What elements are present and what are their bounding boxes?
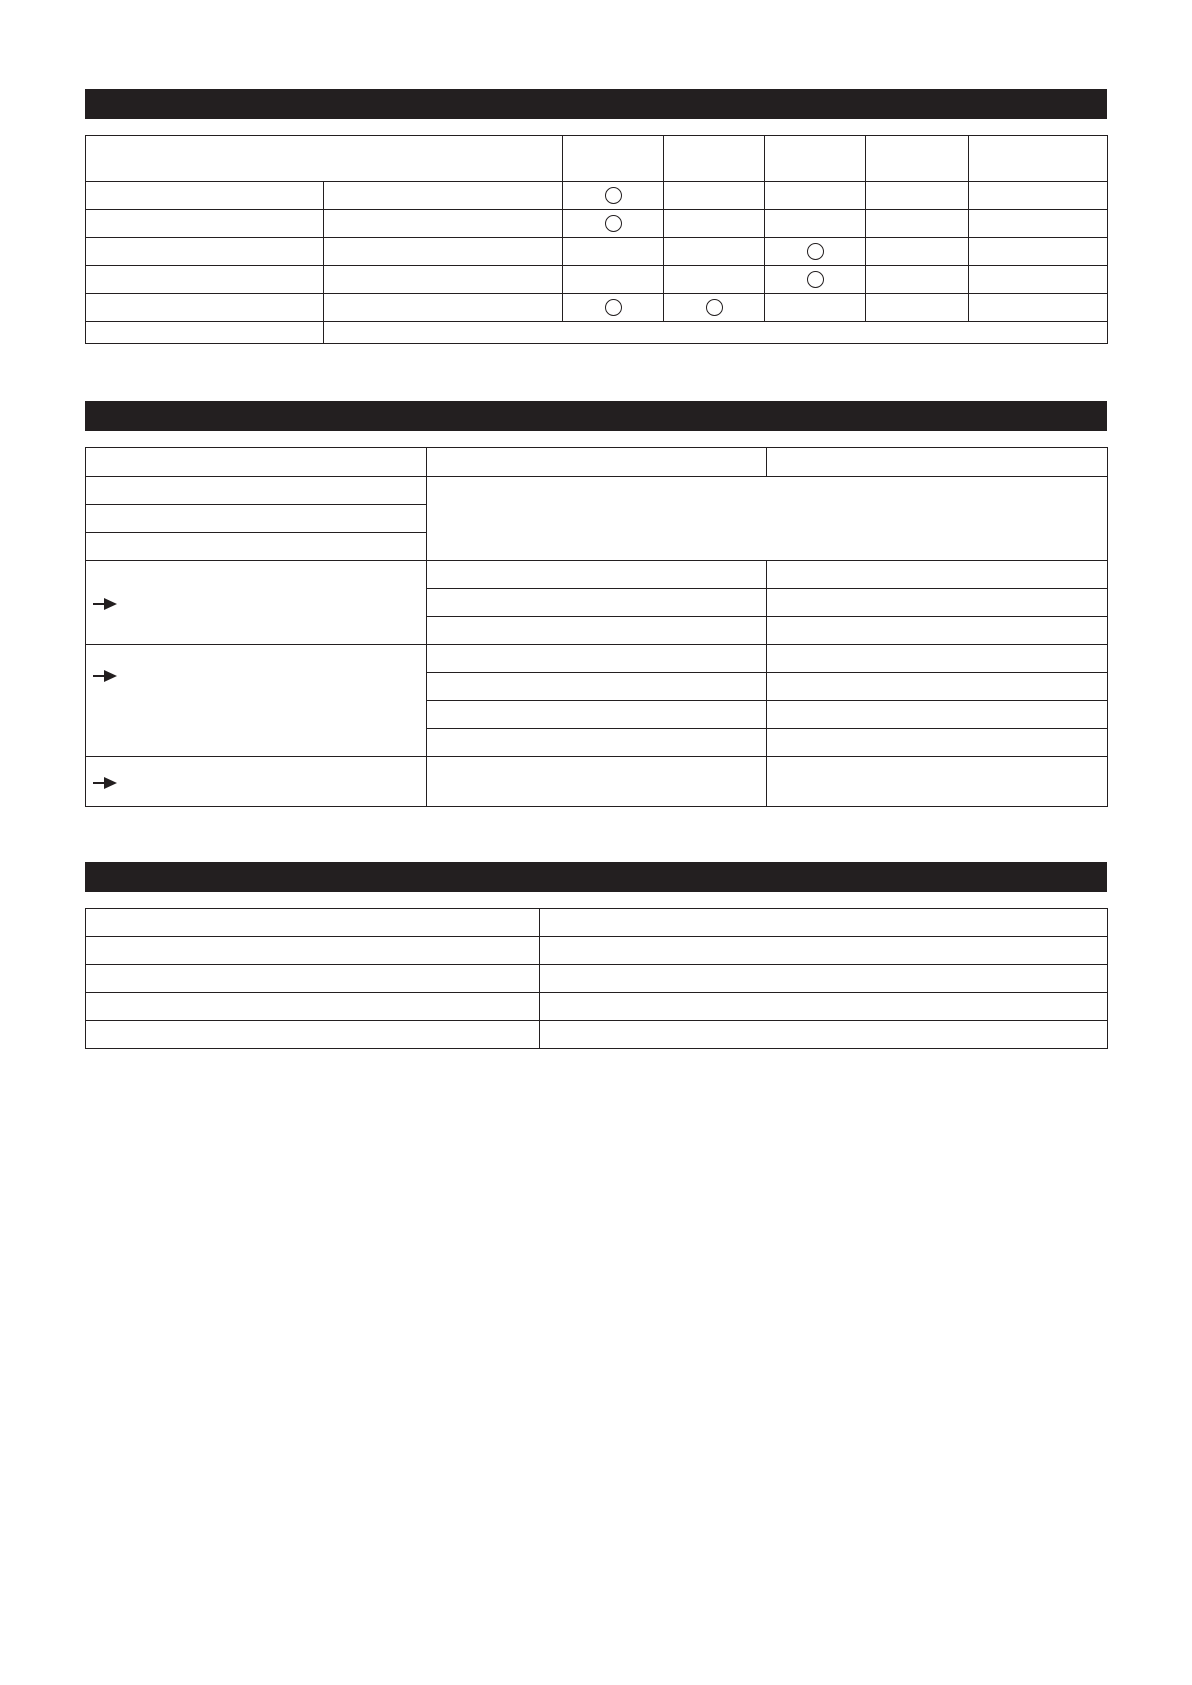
circle-mark-icon <box>605 215 622 232</box>
mark-cell <box>969 294 1108 322</box>
table-row <box>86 937 1108 965</box>
circle-mark-icon <box>605 299 622 316</box>
mark-cell <box>969 266 1108 294</box>
group-label-cell <box>86 561 427 645</box>
table-row <box>86 645 1108 673</box>
mark-cell <box>563 182 664 210</box>
mark-cell <box>969 210 1108 238</box>
table-row <box>86 1021 1108 1049</box>
mark-cell <box>664 294 765 322</box>
mark-cell <box>664 210 765 238</box>
value-cell <box>427 589 767 617</box>
row-label-cell <box>86 210 324 238</box>
right-arrow-icon <box>92 598 118 610</box>
group-label-cell <box>86 645 427 757</box>
header-cell <box>427 448 767 477</box>
header-cell <box>767 448 1108 477</box>
summary-table <box>85 908 1108 1049</box>
header-cell <box>765 136 866 182</box>
mark-cell <box>765 266 866 294</box>
table-row <box>86 477 1108 505</box>
table-row <box>86 294 1108 322</box>
section-1-header-bar <box>85 89 1107 119</box>
mark-cell <box>866 210 969 238</box>
mark-cell <box>563 266 664 294</box>
compatibility-table <box>85 135 1108 344</box>
row-label-cell <box>86 294 324 322</box>
table-row <box>86 238 1108 266</box>
table-footer-row <box>86 322 1108 344</box>
row-label-cell <box>86 266 324 294</box>
row-label-cell <box>86 182 324 210</box>
value-cell <box>427 645 767 673</box>
value-cell <box>767 617 1108 645</box>
table-row <box>86 757 1108 807</box>
mark-cell <box>563 294 664 322</box>
header-cell <box>563 136 664 182</box>
mark-cell <box>664 238 765 266</box>
circle-mark-icon <box>807 243 824 260</box>
section-3-title <box>85 868 95 885</box>
row-sublabel-cell <box>324 294 563 322</box>
value-cell <box>540 965 1108 993</box>
mark-cell <box>866 266 969 294</box>
value-cell <box>767 589 1108 617</box>
value-cell <box>427 757 767 807</box>
value-cell <box>427 561 767 589</box>
header-cell <box>866 136 969 182</box>
section-2-header-bar <box>85 401 1107 431</box>
label-cell <box>86 993 540 1021</box>
value-cell <box>767 757 1108 807</box>
value-cell <box>767 645 1108 673</box>
mark-cell <box>866 182 969 210</box>
label-cell <box>86 937 540 965</box>
table-row <box>86 909 1108 937</box>
mark-cell <box>765 210 866 238</box>
row-sublabel-cell <box>324 210 563 238</box>
right-arrow-icon <box>92 670 118 682</box>
table-row <box>86 993 1108 1021</box>
row-label-cell <box>86 238 324 266</box>
row-sublabel-cell <box>324 266 563 294</box>
mark-cell <box>765 182 866 210</box>
mark-cell <box>563 210 664 238</box>
table-header-row <box>86 136 1108 182</box>
table-row <box>86 965 1108 993</box>
value-cell <box>427 729 767 757</box>
mark-cell <box>765 238 866 266</box>
mark-cell <box>765 294 866 322</box>
mark-cell <box>866 294 969 322</box>
circle-mark-icon <box>706 299 723 316</box>
specification-table <box>85 447 1108 807</box>
value-cell <box>767 561 1108 589</box>
group-label-cell <box>86 757 427 807</box>
mark-cell <box>563 238 664 266</box>
row-sublabel-cell <box>324 182 563 210</box>
section-2-title <box>85 407 95 424</box>
value-cell <box>427 701 767 729</box>
value-cell <box>427 673 767 701</box>
mark-cell <box>969 182 1108 210</box>
value-cell <box>427 617 767 645</box>
row-label-cell <box>86 505 427 533</box>
label-cell <box>86 965 540 993</box>
table-header-row <box>86 448 1108 477</box>
header-cell <box>969 136 1108 182</box>
row-label-cell <box>86 533 427 561</box>
merged-value-cell <box>427 477 1108 561</box>
label-cell <box>86 1021 540 1049</box>
section-1-title <box>85 95 95 112</box>
row-sublabel-cell <box>324 238 563 266</box>
value-cell <box>767 729 1108 757</box>
mark-cell <box>969 238 1108 266</box>
section-3-header-bar <box>85 862 1107 892</box>
circle-mark-icon <box>807 271 824 288</box>
value-cell <box>767 701 1108 729</box>
value-cell <box>540 909 1108 937</box>
value-cell <box>540 1021 1108 1049</box>
mark-cell <box>866 238 969 266</box>
right-arrow-icon <box>92 777 118 789</box>
table-row <box>86 182 1108 210</box>
value-cell <box>540 993 1108 1021</box>
header-cell <box>86 136 563 182</box>
header-cell <box>664 136 765 182</box>
header-cell <box>86 448 427 477</box>
row-label-cell <box>86 477 427 505</box>
mark-cell <box>664 182 765 210</box>
footer-value-cell <box>324 322 1108 344</box>
table-row <box>86 210 1108 238</box>
circle-mark-icon <box>605 187 622 204</box>
table-row <box>86 561 1108 589</box>
value-cell <box>540 937 1108 965</box>
value-cell <box>767 673 1108 701</box>
label-cell <box>86 909 540 937</box>
footer-label-cell <box>86 322 324 344</box>
mark-cell <box>664 266 765 294</box>
table-row <box>86 266 1108 294</box>
